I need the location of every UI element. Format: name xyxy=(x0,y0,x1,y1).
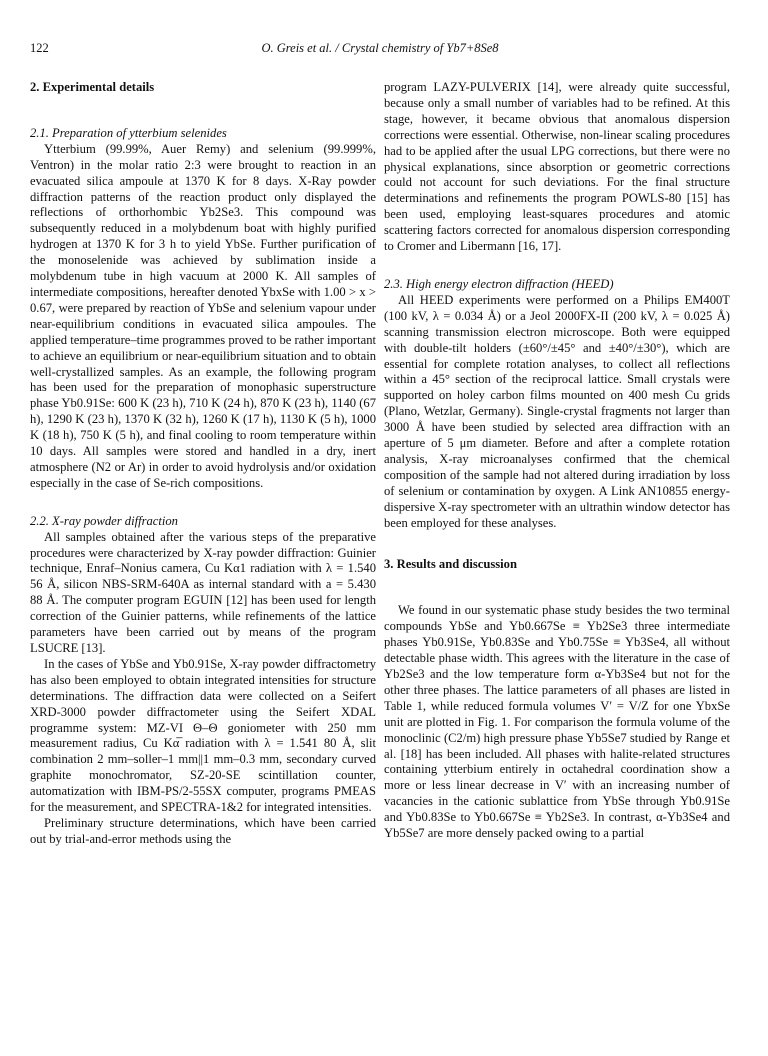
section-title-experimental: 2. Experimental details xyxy=(30,80,155,94)
section-title-results: 3. Results and discussion xyxy=(384,557,517,572)
paragraph-heed: All HEED experiments were performed on a Philips EM400T (100 kV, λ = 0.034 Å) or a Jeol 2000FX-II (200 kV, λ = 0.025 Å) scanning transmission electron microscope. Both were equipped with double-tilt holders (±60°/±45° and ±40°/±30°), which are essential for complete rotation analyses, to collect all reflections within a 45° section of the reciprocal lattice. Small crystals were supported on holey carbon films mounted on 400 mesh Cu grids (Plano, Wetzlar, Germany). Single-crystal fragments not larger than 3000 Å have been studied by selected area diffraction with an aperture of 5 μm diameter. Before and after a complete rotation analysis, X-ray microanalyses confirmed that the chemical composition of the sample had not altered during irradiation by loss of selenium or contamination by oxygen. A Link AN10855 energy-dispersive X-ray spectrometer with an ultrathin window detector has been employed for these analyses. xyxy=(384,292,730,530)
paragraph-results: We found in our systematic phase study besides the two terminal compounds YbSe and Yb0.667Se ≡ Yb2Se3 three intermediate phases Yb0.91Se, Yb0.83Se and Yb0.75Se ≡ Yb3Se4, all without detectable phase width. This agrees with the literature in the case of Yb2Se3 and the low temperature form α-Yb3Se4 but not for the other three phases. The lattice parameters of all phases are listed in Table 1, while reduced formula volumes V′ = V/Z for one YbxSe unit are plotted in Fig. 1. For comparison the formula volume of the monoclinic (C2/m) high pressure phase Yb5Se7 studied by Range et al. [18] has been included. All phases with halite-related structures containing ytterbium entirely in octahedral coordination show a more or less linear decrease in V′ with an increasing number of vacancies in the cationic sublattice from YbSe through Yb0.91Se and Yb0.83Se to Yb0.667Se ≡ Yb2Se3. In contrast, α-Yb3Se4 and Yb5Se7 are more densely packed owing to a partial xyxy=(384,603,730,841)
subsection-title-xray: 2.2. X-ray powder diffraction xyxy=(30,513,178,528)
left-column xyxy=(30,80,376,848)
subsection-title-preparation: 2.1. Preparation of ytterbium selenides xyxy=(30,125,227,140)
running-title: O. Greis et al. / Crystal chemistry of Yb7+8Se8 xyxy=(261,41,499,55)
paragraph-preparation: Ytterbium (99.99%, Auer Remy) and selenium (99.999%, Ventron) in the molar ratio 2:3 were brought to reaction in an evacuated silica ampoule at 1370 K for 8 days. X-Ray powder diffraction patterns of the reaction product only displayed the reflections of orthorhombic Yb2Se3. This compound was subsequently reduced in a molybdenum boat with highly purified hydrogen at 1370 K for 3 h to yield YbSe. Further purification of the monoselenide was achieved by sublimation inside a molybdenum tube in high vacuum at 2000 K. All samples of intermediate compositions, hereafter denoted YbxSe with 1.00 > x > 0.67, were prepared by reaction of YbSe and selenium vapour under near-equilibrium conditions in evacuated silica ampoules. The applied temperature–time programmes proved to be rather important to achieve an equilibrium or near-equilibrium situation and to obtain well-crystallized samples. As an example, the following program has been used for the preparation of monophasic superstructure phase Yb0.91Se: 600 K (23 h), 710 K (24 h), 870 K (23 h), 1140 (67 h), 1290 K (23 h), 1370 K (32 h), 1260 K (17 h), 1130 K (5 h), 1000 K (18 h), 750 K (5 h), and final cooling to room temperature within 10 days. All samples were stored and handled in a dry, inert atmosphere (N2 or Ar) in order to avoid hydrolysis and/or oxidation especially in the case of Se-rich compositions. xyxy=(30,141,376,490)
paragraph-continued: program LAZY-PULVERIX [14], were already quite successful, because only a small number of variables had to be refined. At this stage, however, it became obvious that anomalous dispersion corrections were essential. Otherwise, non-linear scaling procedures had to be applied after the usual LPG corrections, but there were no physical explanations, since absorption or geometric corrections could not account for such deviations. For the final structure determinations and refinements the program POWLS-80 [15] has been used, employing least-squares procedures and atomic scattering factors corrected for anomalous dispersion corresponding to Cromer and Libermann [16, 17]. xyxy=(384,80,730,254)
page-number: 122 xyxy=(30,41,49,55)
page-header xyxy=(30,41,730,57)
right-column xyxy=(384,80,730,842)
subsection-title-heed: 2.3. High energy electron diffraction (HEED) xyxy=(384,276,614,291)
paragraph-xray-1: All samples obtained after the various steps of the preparative procedures were characterized by X-ray powder diffraction: Guinier technique, Enraf–Nonius camera, Cu Kα1 radiation with λ = 1.540 56 Å, silicon NBS-SRM-640A as internal standard with a = 5.430 88 Å. The computer program EGUIN [12] has been used for length correction of the Guinier patterns, while refinements of the lattice parameters have been carried out by means of the program LSUCRE [13]. xyxy=(30,529,376,655)
paragraph-xray-2: In the cases of YbSe and Yb0.91Se, X-ray powder diffractometry has also been employed to obtain integrated intensities for structure determinations. The diffraction data were collected on a Seifert XRD-3000 powder diffractometer using the Seifert XDAL programme system: MZ-VI Θ–Θ goniometer with 250 mm measurement radius, Cu Kα̅ radiation with λ = 1.541 80 Å, slit combination 2 mm–soller–1 mm||1 mm–0.3 mm, secondary curved graphite monochromator, SZ-20-SE scintillation counter, automatization with IBM-PS/2-55SX computer, programs PMEAS for the measurement, and SPECTRA-1&2 for integrated intensities. xyxy=(30,656,376,815)
paragraph-xray-3: Preliminary structure determinations, which have been carried out by trial-and-error methods using the xyxy=(30,815,376,846)
